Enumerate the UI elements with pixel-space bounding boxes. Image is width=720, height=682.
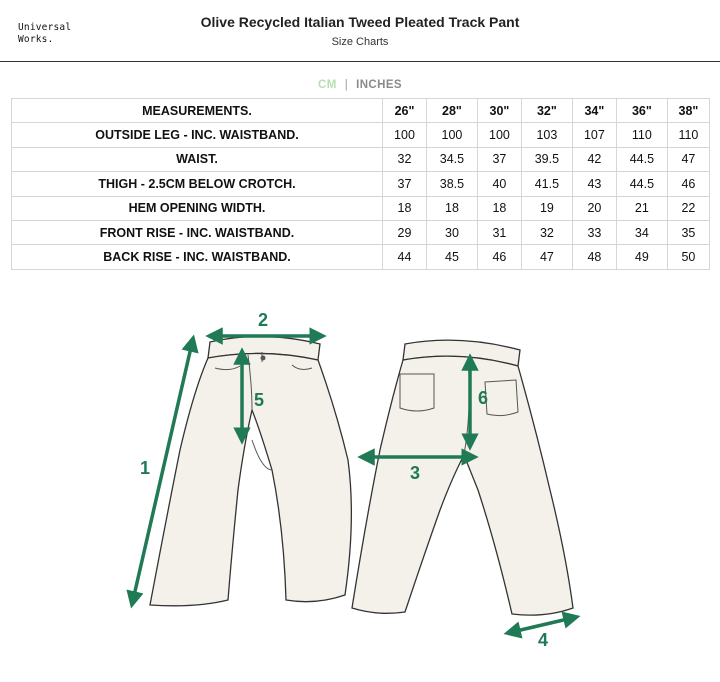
table-cell: 33 <box>572 220 616 244</box>
table-cell: 44.5 <box>616 172 667 196</box>
logo-line-2: Works. <box>18 34 54 45</box>
label-6: 6 <box>478 388 489 408</box>
table-cell: 19 <box>521 196 572 220</box>
table-cell: 46 <box>667 172 709 196</box>
table-cell: 47 <box>667 147 709 171</box>
table-cell: 34 <box>616 220 667 244</box>
table-cell: 48 <box>572 245 616 269</box>
back-view-pant <box>352 340 573 615</box>
table-cell: 100 <box>426 123 477 147</box>
table-row <box>12 220 710 244</box>
table-cell: 18 <box>426 196 477 220</box>
table-cell: 39.5 <box>521 147 572 171</box>
table-cell: 42 <box>572 147 616 171</box>
table-cell: 100 <box>383 123 427 147</box>
table-cell: 100 <box>477 123 521 147</box>
page-header <box>0 0 720 62</box>
measurements-header: MEASUREMENTS. <box>12 99 383 123</box>
unit-cm-tab[interactable]: CM <box>318 79 337 91</box>
size-header: 30" <box>477 99 521 123</box>
unit-inches-tab[interactable]: INCHES <box>356 79 402 91</box>
table-cell: 50 <box>667 245 709 269</box>
table-cell: 43 <box>572 172 616 196</box>
table-cell: 47 <box>521 245 572 269</box>
size-header: 28" <box>426 99 477 123</box>
row-label: WAIST. <box>12 147 383 171</box>
table-cell: 107 <box>572 123 616 147</box>
table-cell: 32 <box>521 220 572 244</box>
table-cell: 38.5 <box>426 172 477 196</box>
table-cell: 40 <box>477 172 521 196</box>
table-cell: 20 <box>572 196 616 220</box>
table-cell: 18 <box>477 196 521 220</box>
page-title: Olive Recycled Italian Tweed Pleated Track Pant <box>200 14 520 30</box>
row-label: OUTSIDE LEG - INC. WAISTBAND. <box>12 123 383 147</box>
table-cell: 30 <box>426 220 477 244</box>
table-cell: 37 <box>383 172 427 196</box>
table-row <box>12 196 710 220</box>
size-header: 26" <box>383 99 427 123</box>
label-1: 1 <box>140 458 151 478</box>
table-cell: 41.5 <box>521 172 572 196</box>
table-cell: 44 <box>383 245 427 269</box>
unit-separator: | <box>344 79 349 91</box>
table-row <box>12 123 710 147</box>
row-label: FRONT RISE - INC. WAISTBAND. <box>12 220 383 244</box>
label-5: 5 <box>254 390 265 410</box>
table-cell: 46 <box>477 245 521 269</box>
table-cell: 37 <box>477 147 521 171</box>
table-header-row <box>12 99 710 123</box>
table-cell: 31 <box>477 220 521 244</box>
table-cell: 18 <box>383 196 427 220</box>
label-3: 3 <box>410 463 421 483</box>
row-label: BACK RISE - INC. WAISTBAND. <box>12 245 383 269</box>
back-body <box>352 356 573 615</box>
table-cell: 34.5 <box>426 147 477 171</box>
table-cell: 22 <box>667 196 709 220</box>
size-header: 36" <box>616 99 667 123</box>
label-2: 2 <box>258 310 269 330</box>
pant-measurement-diagram <box>120 300 600 660</box>
label-4: 4 <box>538 630 549 650</box>
table-cell: 110 <box>667 123 709 147</box>
table-cell: 32 <box>383 147 427 171</box>
table-cell: 49 <box>616 245 667 269</box>
row-label: HEM OPENING WIDTH. <box>12 196 383 220</box>
logo-line-1: Universal <box>18 22 72 33</box>
table-cell: 35 <box>667 220 709 244</box>
table-cell: 45 <box>426 245 477 269</box>
table-cell: 103 <box>521 123 572 147</box>
size-chart-table <box>11 98 710 270</box>
table-row <box>12 147 710 171</box>
unit-toggle <box>0 79 720 91</box>
size-header: 38" <box>667 99 709 123</box>
table-cell: 29 <box>383 220 427 244</box>
page-subtitle: Size Charts <box>331 36 389 48</box>
row-label: THIGH - 2.5CM BELOW CROTCH. <box>12 172 383 196</box>
table-cell: 21 <box>616 196 667 220</box>
table-row <box>12 245 710 269</box>
table-cell: 44.5 <box>616 147 667 171</box>
size-header: 32" <box>521 99 572 123</box>
table-cell: 110 <box>616 123 667 147</box>
size-header: 34" <box>572 99 616 123</box>
table-row <box>12 172 710 196</box>
